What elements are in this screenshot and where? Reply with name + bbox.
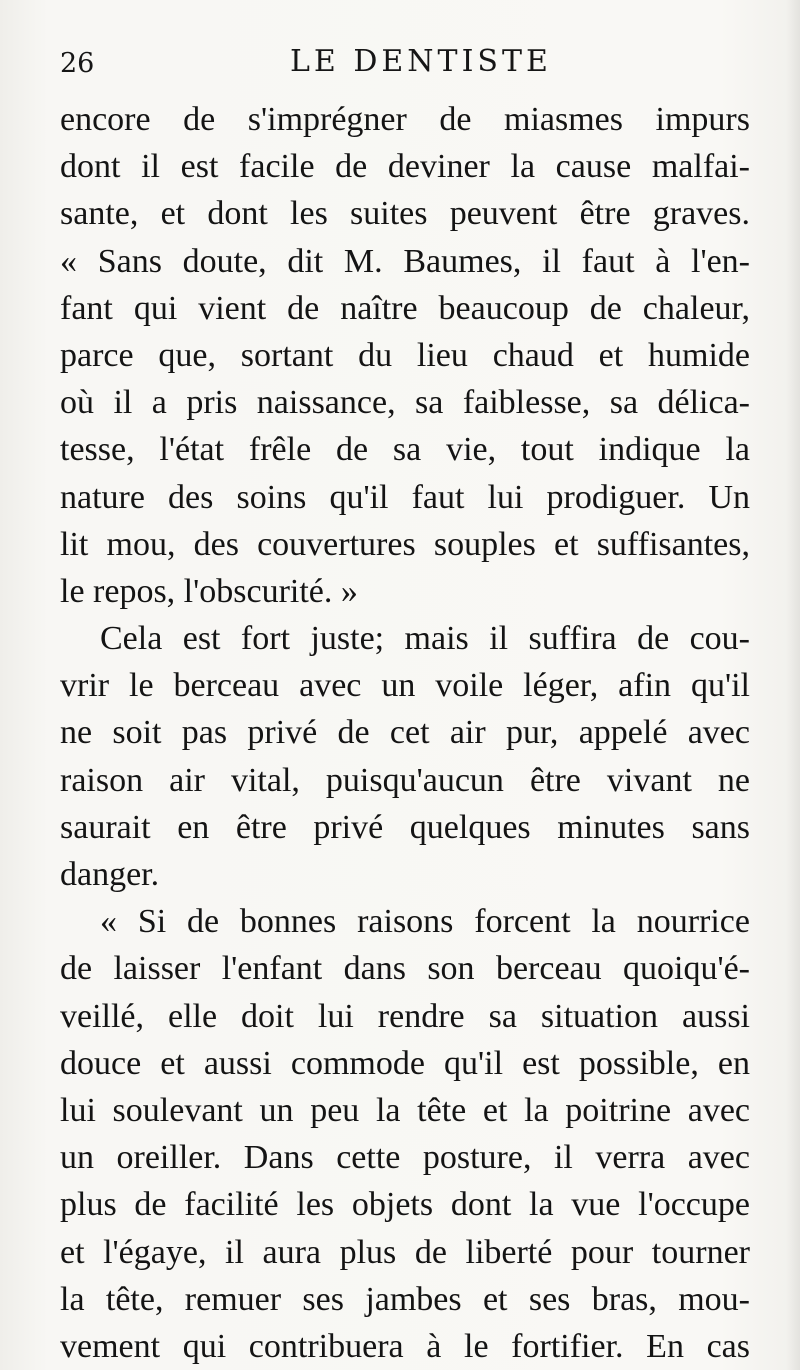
text-line: vrir le berceau avec un voile léger, afin qu'il — [60, 667, 750, 705]
text-line: où il a pris naissance, sa faiblesse, sa délica- — [60, 384, 750, 422]
text-line: de laisser l'enfant dans son berceau quoiqu'é- — [60, 950, 750, 988]
text-line: dont il est facile de deviner la cause malfai- — [60, 148, 750, 186]
text-line: Cela est fort juste; mais il suffira de cou- — [100, 620, 750, 658]
text-line: lui soulevant un peu la tête et la poitrine avec — [60, 1091, 750, 1129]
text-line: et l'égaye, il aura plus de liberté pour tourner — [60, 1233, 750, 1271]
running-title: LE DENTISTE — [290, 44, 552, 79]
page-header — [60, 40, 760, 90]
text-line: vement qui contribuera à le fortifier. En cas — [60, 1327, 750, 1365]
text-line: veillé, elle doit lui rendre sa situation aussi — [60, 997, 750, 1035]
text-line: sante, et dont les suites peuvent être graves. — [60, 195, 750, 233]
body-text — [60, 96, 750, 1370]
text-line: plus de facilité les objets dont la vue l'occupe — [60, 1186, 750, 1224]
text-line: lit mou, des couvertures souples et suffisantes, — [60, 525, 750, 563]
text-line: parce que, sortant du lieu chaud et humide — [60, 336, 750, 374]
page-edge-shadow — [786, 0, 800, 1370]
text-line: tesse, l'état frêle de sa vie, tout indique la — [60, 431, 750, 469]
text-line: la tête, remuer ses jambes et ses bras, mou- — [60, 1280, 750, 1318]
text-line: ne soit pas privé de cet air pur, appelé avec — [60, 714, 750, 752]
text-line: « Sans doute, dit M. Baumes, il faut à l'en- — [60, 242, 750, 280]
text-line: douce et aussi commode qu'il est possible, en — [60, 1044, 750, 1082]
text-line: saurait en être privé quelques minutes sans — [60, 808, 750, 846]
text-line: danger. — [60, 856, 160, 893]
text-line: raison air vital, puisqu'aucun être vivant ne — [60, 761, 750, 799]
text-line: nature des soins qu'il faut lui prodiguer. Un — [60, 478, 750, 516]
text-line: le repos, l'obscurité. » — [60, 572, 358, 610]
text-line: « Si de bonnes raisons forcent la nourrice — [100, 903, 750, 941]
page-number: 26 — [60, 48, 95, 79]
text-line: fant qui vient de naître beaucoup de chaleur, — [60, 289, 750, 327]
text-line: un oreiller. Dans cette posture, il verra avec — [60, 1139, 750, 1177]
text-line: encore de s'imprégner de miasmes impurs — [60, 101, 750, 138]
